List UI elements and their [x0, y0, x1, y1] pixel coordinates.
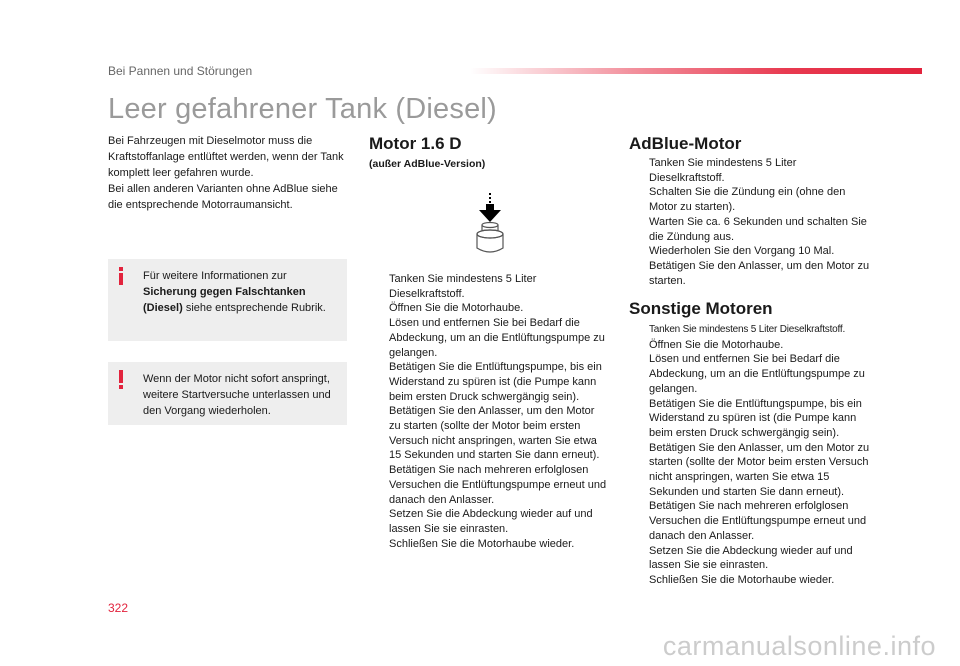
- priming-pump-press-icon: [470, 190, 510, 260]
- list-item: Betätigen Sie nach mehreren erfolglosen Versuchen die Entlüftungspumpe erneut und danach den Anlasser.: [649, 500, 867, 542]
- motor16d-steps: [369, 272, 609, 551]
- list-item: Lösen und entfernen Sie bei Bedarf die Abdeckung, um an die Entlüftungspumpe zu gelangen.: [389, 317, 605, 359]
- sonstige-steps: [629, 322, 874, 588]
- info-icon: [116, 265, 126, 287]
- info-note: [108, 259, 347, 341]
- list-item: Schalten Sie die Zündung ein (ohne den Motor zu starten).: [649, 186, 846, 214]
- list-item: Tanken Sie mindestens 5 Liter Dieselkraftstoff.: [389, 273, 537, 300]
- section-title: Bei Pannen und Störungen: [108, 64, 253, 78]
- page-title: Leer gefahrener Tank (Diesel): [108, 93, 497, 125]
- list-item: Betätigen Sie den Anlasser, um den Motor zu starten (sollte der Motor beim ersten Versuch nicht anspringen, warten Sie etwa 15 Sekunden und starten Sie dann erneut).: [649, 441, 870, 498]
- list-item: Lösen und entfernen Sie bei Bedarf die Abdeckung, um an die Entlüftungspumpe zu gelangen.: [649, 353, 865, 395]
- intro-paragraph-2: Bei allen anderen Varianten ohne AdBlue siehe die entsprechende Motorraumansicht.: [108, 183, 338, 211]
- motor16d-subtitle: (außer AdBlue-Version): [369, 158, 486, 170]
- exclamation-icon: [116, 368, 126, 390]
- watermark: carmanualsonline.info: [662, 631, 936, 661]
- list-item: Betätigen Sie den Anlasser, um den Motor zu starten.: [649, 259, 870, 287]
- list-item: Warten Sie ca. 6 Sekunden und schalten Sie die Zündung aus.: [649, 215, 867, 243]
- warning-note-text: Wenn der Motor nicht sofort anspringt, weitere Startversuche unterlassen und den Vorgang wiederholen.: [143, 373, 331, 417]
- warning-note: [108, 362, 347, 425]
- list-item: Öffnen Sie die Motorhaube.: [389, 302, 524, 315]
- list-item: Betätigen Sie die Entlüftungspumpe, bis ein Widerstand zu spüren ist (die Pumpe kann beim ersten Druck schwergängig sein).: [389, 361, 602, 403]
- info-note-bold: Sicherung gegen Falschtanken (Diesel): [143, 286, 306, 314]
- list-item: Betätigen Sie nach mehreren erfolglosen Versuchen die Entlüftungspumpe erneut und danach den Anlasser.: [389, 464, 607, 506]
- info-note-intro: Für weitere Informationen zur: [143, 270, 287, 282]
- intro-text: [108, 133, 353, 213]
- adblue-title: AdBlue-Motor: [629, 134, 742, 153]
- sonstige-title: Sonstige Motoren: [629, 299, 773, 318]
- adblue-steps: [629, 156, 874, 288]
- list-item: Betätigen Sie die Entlüftungspumpe, bis ein Widerstand zu spüren ist (die Pumpe kann beim ersten Druck schwergängig sein).: [649, 397, 862, 439]
- list-item: Tanken Sie mindestens 5 Liter Dieselkraftstoff.: [649, 157, 797, 184]
- list-item: Öffnen Sie die Motorhaube.: [649, 338, 784, 351]
- motor16d-title: Motor 1.6 D: [369, 134, 462, 153]
- list-item: Schließen Sie die Motorhaube wieder.: [389, 537, 575, 550]
- list-item: Tanken Sie mindestens 5 Liter Dieselkraftstoff.: [649, 324, 846, 335]
- header-accent-bar: [470, 68, 922, 74]
- list-item: Wiederholen Sie den Vorgang 10 Mal.: [649, 245, 835, 258]
- list-item: Schließen Sie die Motorhaube wieder.: [649, 573, 835, 586]
- list-item: Setzen Sie die Abdeckung wieder auf und lassen Sie sie einrasten.: [389, 508, 593, 535]
- page-number: 322: [108, 601, 129, 615]
- info-note-outro: siehe entsprechende Rubrik.: [185, 302, 326, 314]
- intro-paragraph-1: Bei Fahrzeugen mit Dieselmotor muss die Kraftstoffanlage entlüftet werden, wenn der Tank komplett leer gefahren wurde.: [108, 135, 344, 179]
- list-item: Betätigen Sie den Anlasser, um den Motor zu starten (sollte der Motor beim ersten Versuch nicht anspringen, warten Sie etwa 15 Sekunden und starten Sie dann erneut).: [389, 405, 600, 462]
- info-note-text: [143, 268, 343, 316]
- list-item: Setzen Sie die Abdeckung wieder auf und lassen Sie sie einrasten.: [649, 544, 853, 572]
